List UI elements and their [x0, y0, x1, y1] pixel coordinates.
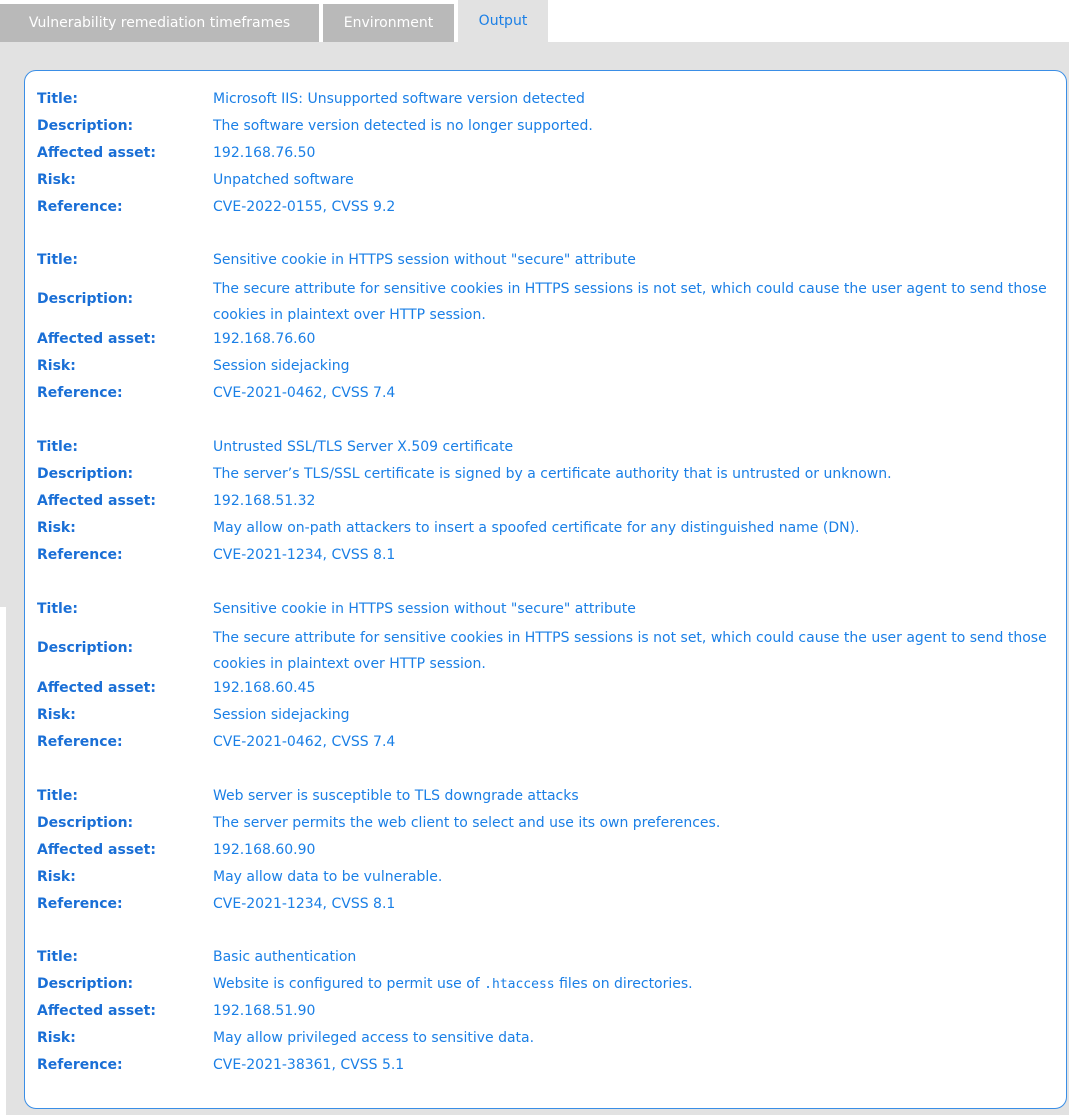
finding-risk: May allow privileged access to sensitive data. [213, 1030, 535, 1046]
asset-label: Affected asset: [37, 680, 156, 696]
tab-vulnerability-remediation-timeframes[interactable]: Vulnerability remediation timeframes [0, 4, 319, 42]
finding-asset: 192.168.76.60 [213, 331, 316, 347]
title-label: Title: [37, 949, 78, 965]
finding-asset: 192.168.76.50 [213, 145, 316, 161]
reference-label: Reference: [37, 896, 123, 912]
title-label: Title: [37, 439, 78, 455]
tab-environment[interactable]: Environment [323, 4, 454, 42]
asset-label: Affected asset: [37, 145, 156, 161]
finding-asset: 192.168.60.45 [213, 680, 316, 696]
finding-title: Basic authentication [213, 949, 357, 965]
tab-bar [0, 0, 1069, 42]
title-label: Title: [37, 788, 78, 804]
asset-label: Affected asset: [37, 331, 156, 347]
finding-asset: 192.168.51.32 [213, 493, 316, 509]
description-label: Description: [37, 976, 134, 992]
finding [25, 943, 1067, 1078]
title-label: Title: [37, 601, 78, 617]
risk-label: Risk: [37, 869, 76, 885]
finding-risk: Unpatched software [213, 172, 354, 188]
risk-label: Risk: [37, 358, 76, 374]
htaccess-code: .htaccess [484, 977, 555, 992]
panel-edge [0, 607, 6, 1115]
risk-label: Risk: [37, 172, 76, 188]
finding-risk: May allow on-path attackers to insert a spoofed certificate for any distinguished name (DN). [213, 520, 860, 536]
asset-label: Affected asset: [37, 842, 156, 858]
reference-label: Reference: [37, 199, 123, 215]
finding [25, 595, 1067, 755]
finding-description: The secure attribute for sensitive cookies in HTTPS sessions is not set, which could cause the user agent to send those cookies in plaintext over HTTP session. [213, 281, 1047, 323]
finding-description: The secure attribute for sensitive cookies in HTTPS sessions is not set, which could cause the user agent to send those cookies in plaintext over HTTP session. [213, 630, 1047, 672]
finding-description: The software version detected is no longer supported. [213, 118, 593, 134]
finding [25, 433, 1067, 568]
title-label: Title: [37, 91, 78, 107]
risk-label: Risk: [37, 520, 76, 536]
finding-title: Sensitive cookie in HTTPS session without "secure" attribute [213, 601, 636, 617]
risk-label: Risk: [37, 707, 76, 723]
title-label: Title: [37, 252, 78, 268]
finding-reference: CVE-2021-1234, CVSS 8.1 [213, 896, 396, 912]
finding-reference: CVE-2021-38361, CVSS 5.1 [213, 1057, 405, 1073]
description-label: Description: [37, 640, 134, 656]
finding [25, 246, 1067, 406]
reference-label: Reference: [37, 734, 123, 750]
finding-risk: Session sidejacking [213, 707, 350, 723]
tab-output[interactable]: Output [458, 0, 548, 42]
finding-title: Untrusted SSL/TLS Server X.509 certificate [213, 439, 514, 455]
description-text: files on directories. [554, 976, 693, 992]
finding-reference: CVE-2021-1234, CVSS 8.1 [213, 547, 396, 563]
finding-asset: 192.168.51.90 [213, 1003, 316, 1019]
reference-label: Reference: [37, 385, 123, 401]
finding-title: Web server is susceptible to TLS downgrade attacks [213, 788, 579, 804]
description-label: Description: [37, 118, 134, 134]
finding-description: The server permits the web client to select and use its own preferences. [213, 815, 721, 831]
description-label: Description: [37, 291, 134, 307]
description-text: Website is configured to permit use of [213, 976, 485, 992]
output-box [24, 70, 1067, 1109]
finding-title: Microsoft IIS: Unsupported software version detected [213, 91, 585, 107]
finding-reference: CVE-2021-0462, CVSS 7.4 [213, 385, 396, 401]
reference-label: Reference: [37, 547, 123, 563]
reference-label: Reference: [37, 1057, 123, 1073]
description-label: Description: [37, 815, 134, 831]
finding-description [213, 974, 1053, 995]
output-panel [0, 42, 1069, 1115]
finding-asset: 192.168.60.90 [213, 842, 316, 858]
asset-label: Affected asset: [37, 493, 156, 509]
finding-risk: Session sidejacking [213, 358, 350, 374]
risk-label: Risk: [37, 1030, 76, 1046]
description-label: Description: [37, 466, 134, 482]
finding-reference: CVE-2022-0155, CVSS 9.2 [213, 199, 396, 215]
asset-label: Affected asset: [37, 1003, 156, 1019]
finding [25, 782, 1067, 917]
finding [25, 85, 1067, 220]
finding-title: Sensitive cookie in HTTPS session without "secure" attribute [213, 252, 636, 268]
finding-risk: May allow data to be vulnerable. [213, 869, 443, 885]
finding-reference: CVE-2021-0462, CVSS 7.4 [213, 734, 396, 750]
finding-description: The server’s TLS/SSL certificate is signed by a certificate authority that is untrusted or unknown. [213, 466, 892, 482]
